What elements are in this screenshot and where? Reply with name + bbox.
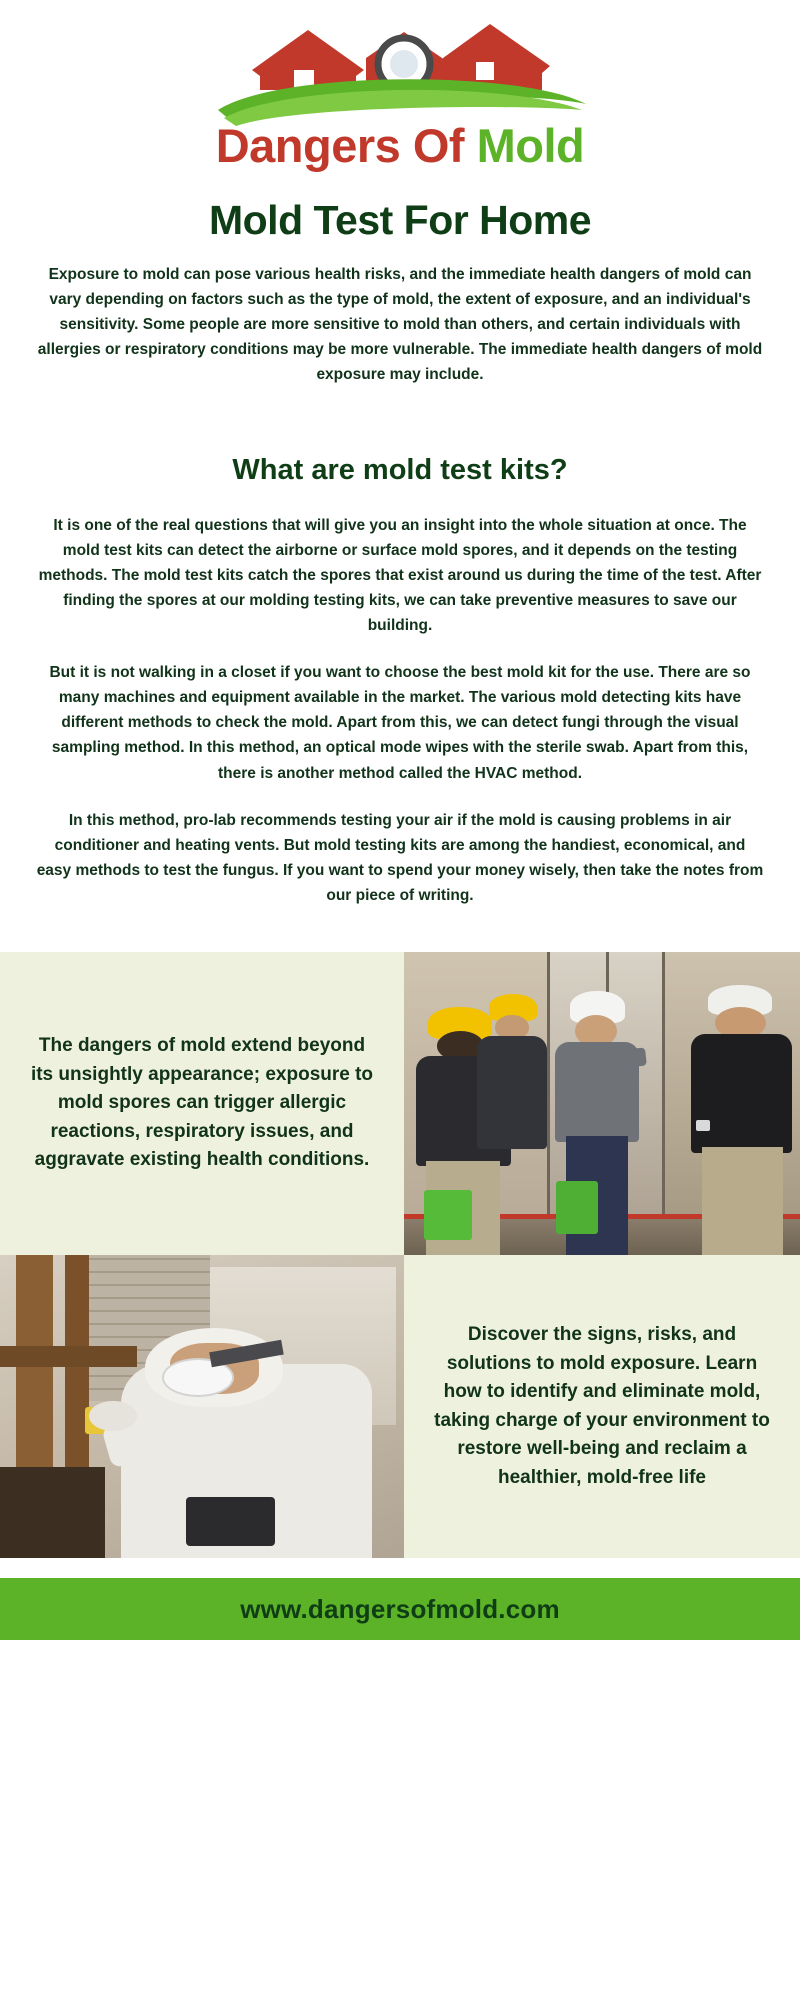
- callout-right-text: [404, 1255, 800, 1558]
- callout-left-paragraph: The dangers of mold extend beyond its unsightly appearance; exposure to mold spores can trigger allergic reactions, respiratory issues, and aggravate existing health conditions.: [30, 1035, 374, 1171]
- logo-word-dangers: Dangers: [215, 119, 401, 172]
- footer-bar: [0, 1578, 800, 1640]
- callout-left-text: [0, 952, 404, 1255]
- section-heading: What are mold test kits?: [232, 453, 568, 486]
- footer-spacer: [0, 1640, 800, 1656]
- logo-word-mold: Mold: [476, 119, 585, 172]
- callout-row-bottom: [0, 1255, 800, 1558]
- intro-paragraph: Exposure to mold can pose various health risks, and the immediate health dangers of mold can vary depending on factors such as the type of mold, the extent of exposure, and an individual's sensitivity. Some people are more sensitive to mold than others, and certain individuals with allergies or respiratory conditions may be more vulnerable. The immediate health dangers of mold exposure may include.: [37, 266, 763, 384]
- callout-right-paragraph: Discover the signs, risks, and solutions to mold exposure. Learn how to identify and eliminate mold, taking charge of your environment to restore well-being and reclaim a healthier, mold-free life: [434, 1324, 770, 1488]
- body-paragraph-2: But it is not walking in a closet if you want to choose the best mold kit for the use. There are so many machines and equipment available in the market. The various mold detecting kits have different methods to check the mold. Apart from this, we can detect fungi through the visual sampling method. In this method, an optical mode wipes with the sterile swab. Apart from this, there is another method called the HVAC method.: [49, 664, 751, 782]
- logo-word-of: Of: [412, 119, 465, 172]
- callout-row-top: [0, 952, 800, 1255]
- website-url[interactable]: www.dangersofmold.com: [240, 1593, 560, 1624]
- page-title: Mold Test For Home: [208, 197, 592, 243]
- body-paragraph-3: In this method, pro-lab recommends testing your air if the mold is causing problems in air conditioner and heating vents. But mold testing kits are among the handiest, economical, and easy methods to test the fungus. If you want to spend your money wisely, then take the notes from our piece of writing.: [36, 811, 764, 904]
- logo-wordmark: [215, 119, 585, 172]
- technician-in-ppe-photo: [0, 1255, 404, 1558]
- body-paragraph-1: It is one of the real questions that will give you an insight into the whole situation at once. The mold test kits can detect the airborne or surface mold spores, and it depends on the testing methods. The mold test kits catch the spores that exist around us during the time of the test. After finding the spores at our molding testing kits, we can take preventive measures to save our building.: [38, 516, 762, 634]
- logo: [0, 0, 800, 175]
- inspection-crew-photo: [404, 952, 800, 1255]
- callout-blocks: [0, 952, 800, 1558]
